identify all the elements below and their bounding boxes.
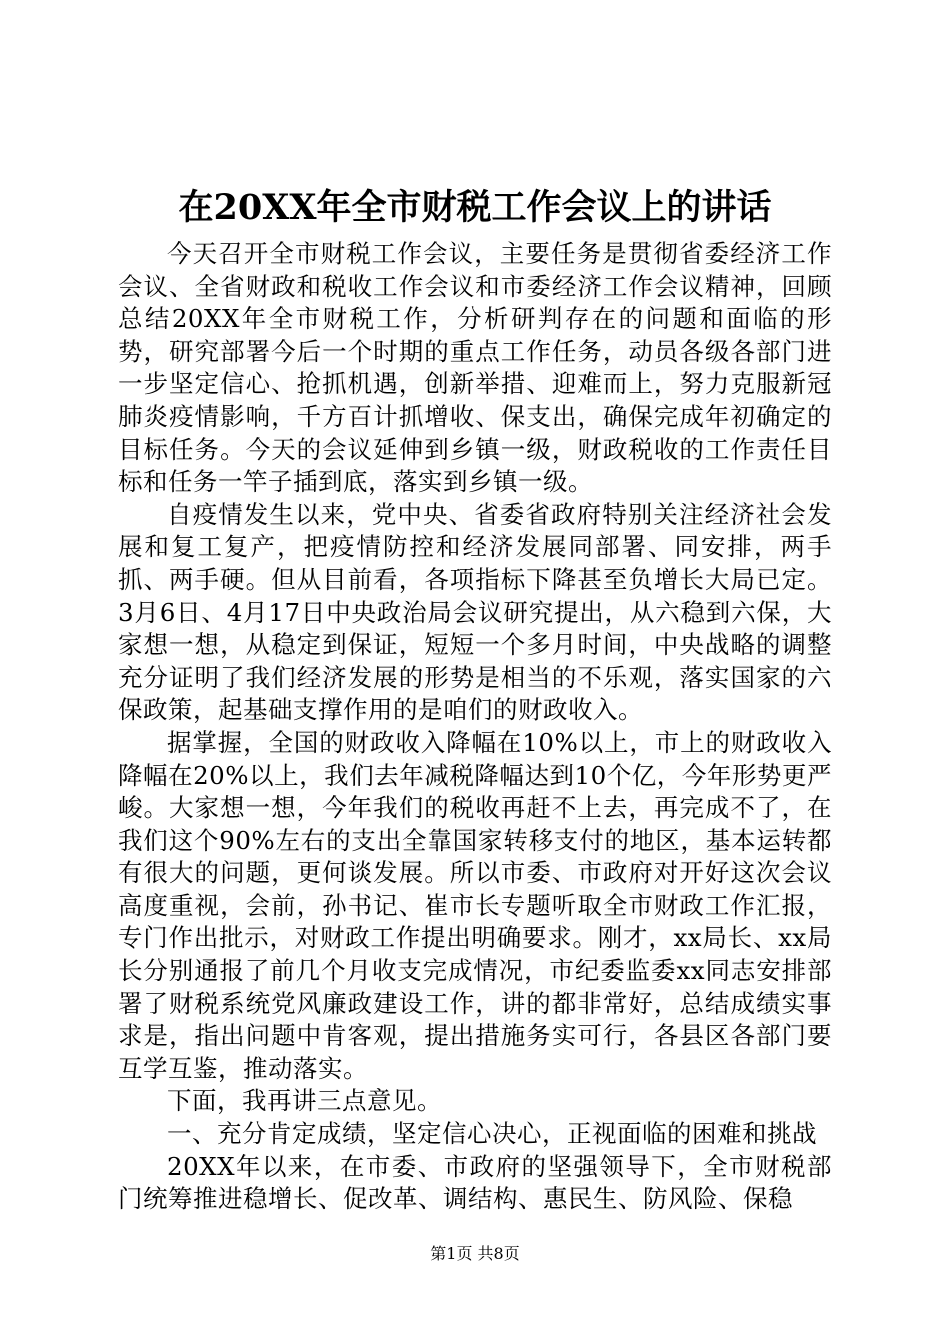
paragraph-revenue: 据掌握，全国的财政收入降幅在10%以上，市上的财政收入降幅在20%以上，我们去年减税降幅达到10个亿，今年形势更严峻。大家想一想，今年我们的税收再赶不上去，再完成不了，在我们这个90%左右的支出全靠国家转移支付的地区，基本运转都有很大的问题，更何谈发展。所以市委、市政府对开好这次会议高度重视，会前，孙书记、崔市长专题听取全市财政工作汇报，专门作出批示，对财政工作提出明确要求。刚才，xx局长、xx局长分别通报了前几个月收支完成情况，市纪委监委xx同志安排部署了财税系统党风廉政建设工作，讲的都非常好，总结成绩实事求是，指出问题中肯客观，提出措施务实可行，各县区各部门要互学互鉴，推动落实。 <box>118 727 832 1083</box>
paragraph-epidemic: 自疫情发生以来，党中央、省委省政府特别关注经济社会发展和复工复产，把疫情防控和经济发展同部署、同安排，两手抓、两手硬。但从目前看，各项指标下降甚至负增长大局已定。3月6日、4月17日中央政治局会议研究提出，从六稳到六保，大家想一想，从稳定到保证，短短一个多月时间，中央战略的调整充分证明了我们经济发展的形势是相当的不乐观，落实国家的六保政策，起基础支撑作用的是咱们的财政收入。 <box>118 499 832 725</box>
paragraph-intro: 今天召开全市财税工作会议，主要任务是贯彻省委经济工作会议、全省财政和税收工作会议和市委经济工作会议精神，回顾总结20XX年全市财税工作，分析研判存在的问题和面临的形势，研究部署今后一个时期的重点工作任务，动员各级各部门进一步坚定信心、抢抓机遇，创新举措、迎难而上，努力克服新冠肺炎疫情影响，千方百计抓增收、保支出，确保完成年初确定的目标任务。今天的会议延伸到乡镇一级，财政税收的工作责任目标和任务一竿子插到底，落实到乡镇一级。 <box>118 239 832 497</box>
document-title: 在20XX年全市财税工作会议上的讲话 <box>178 187 772 228</box>
document-body <box>118 238 832 1216</box>
paragraph-transition: 下面，我再讲三点意见。 <box>167 1086 442 1116</box>
page-number-footer: 第1页 共8页 <box>430 1244 520 1263</box>
section-heading-1: 一、充分肯定成绩，坚定信心决心，正视面临的困难和挑战 <box>167 1119 817 1149</box>
paragraph-achievements: 20XX年以来，在市委、市政府的坚强领导下，全市财税部门统筹推进稳增长、促改革、调结构、惠民生、防风险、保稳 <box>118 1151 832 1214</box>
